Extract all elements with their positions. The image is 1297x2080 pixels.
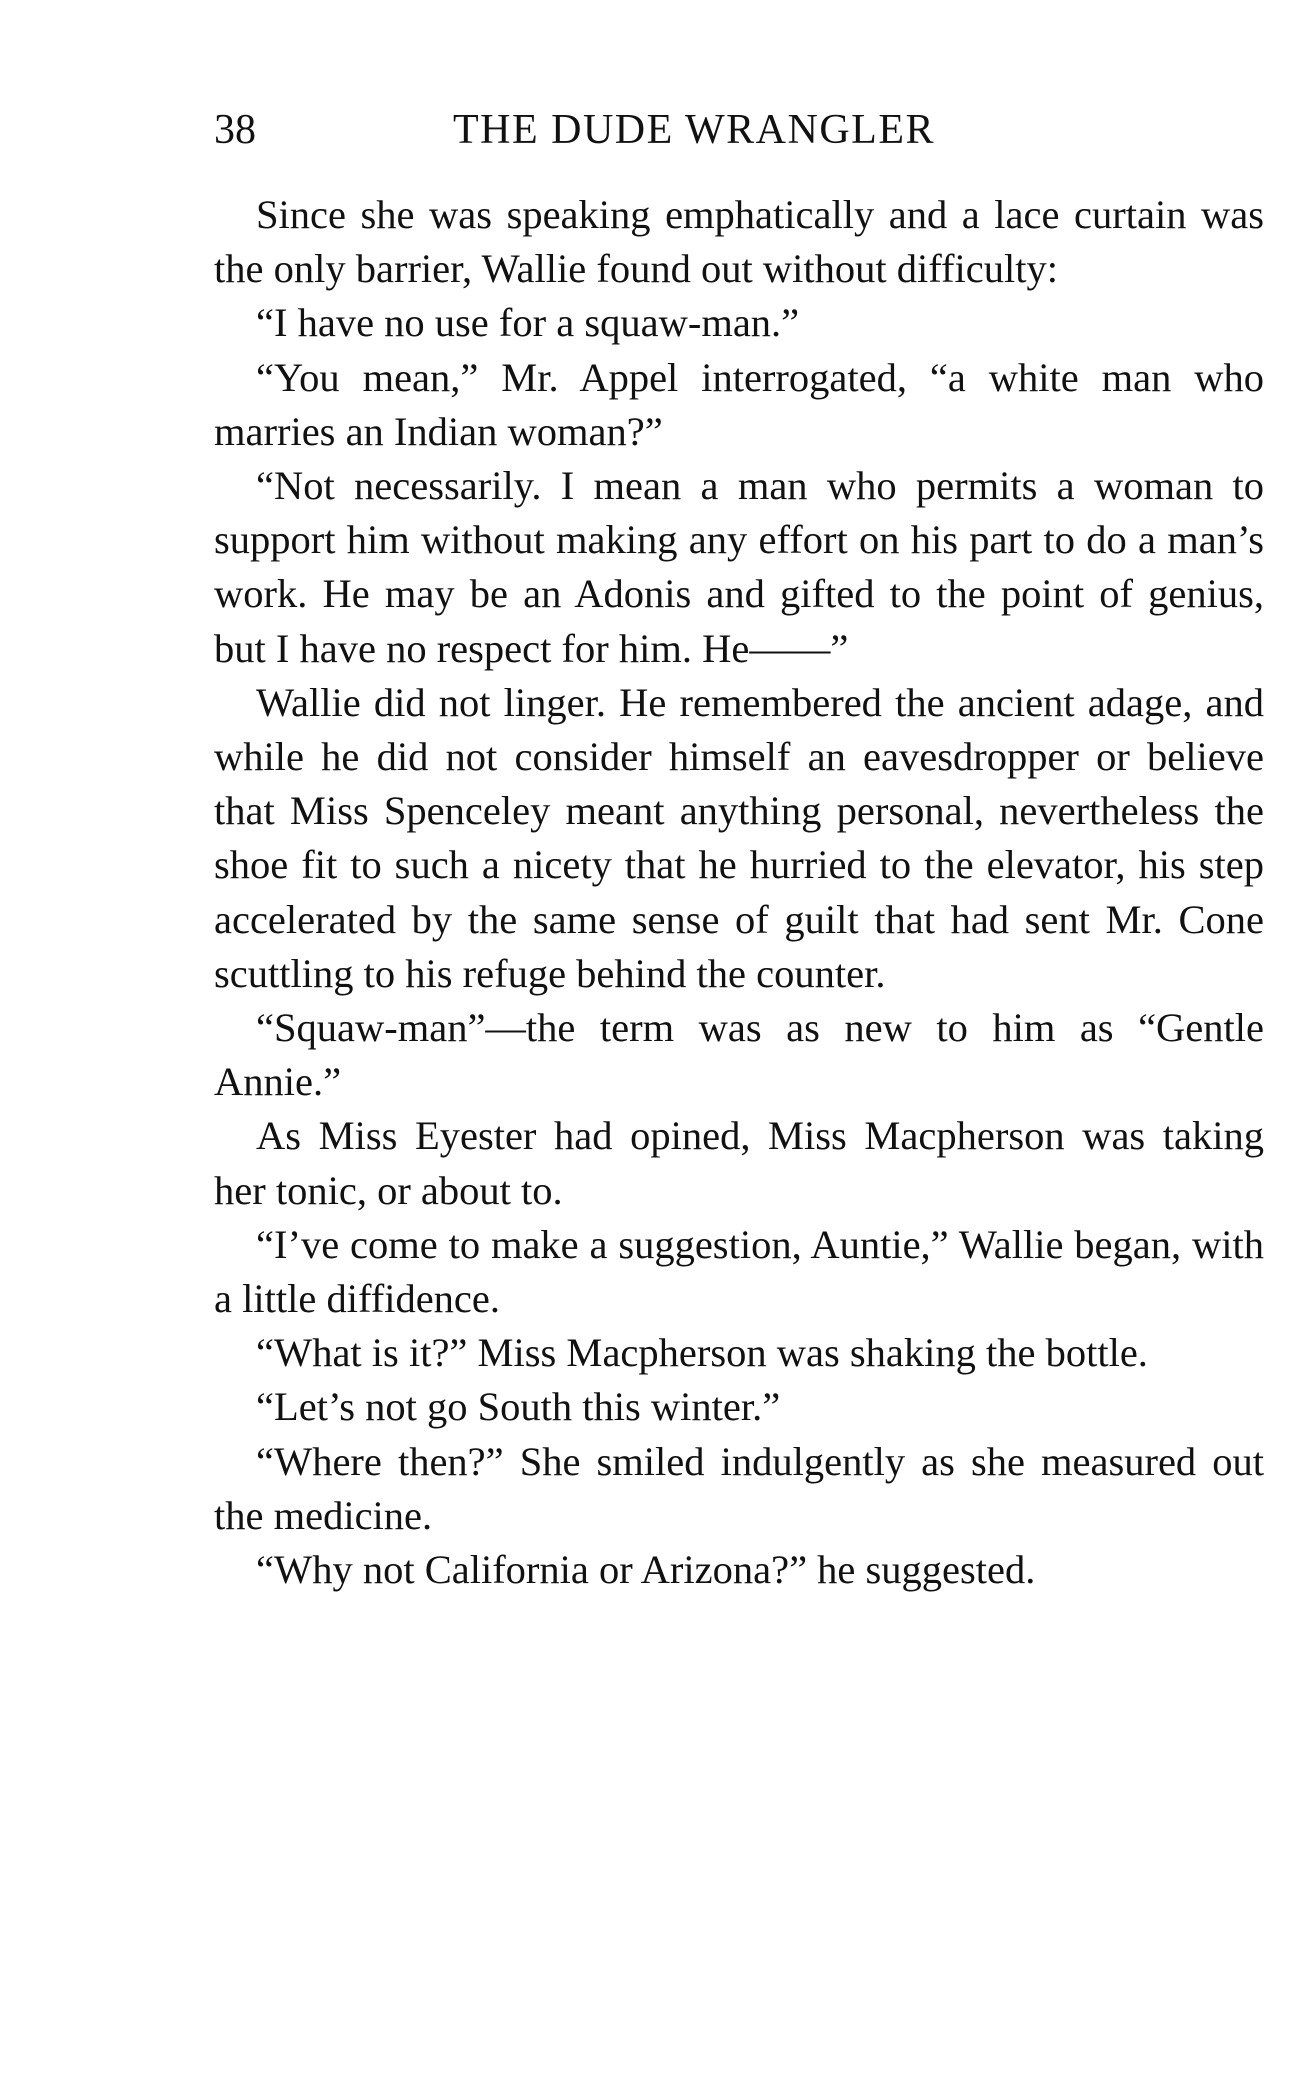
paragraph: “Squaw-man”—the term was as new to him as “Gentle Annie.” xyxy=(214,1005,1264,1105)
paragraph: “I have no use for a squaw-man.” xyxy=(256,300,800,346)
body-text xyxy=(214,188,1264,1597)
book-title: THE DUDE WRANGLER xyxy=(453,107,936,153)
paragraph: “I’ve come to make a suggestion, Auntie,” Wallie began, with a little diffidence. xyxy=(214,1221,1264,1322)
paragraph: “Not necessarily. I mean a man who permits a woman to support him without making any effort on his part to do a man’s work. He may be an Adonis and gifted to the point of genius, but I have no respect for him. He——” xyxy=(214,463,1264,671)
paragraph: “Let’s not go South this winter.” xyxy=(256,1384,781,1430)
paragraph: “Why not California or Arizona?” he suggested. xyxy=(256,1547,1036,1593)
paragraph: “You mean,” Mr. Appel interrogated, “a white man who marries an Indian woman?” xyxy=(214,354,1264,454)
paragraph: “Where then?” She smiled indulgently as she measured out the medicine. xyxy=(214,1438,1264,1538)
running-head xyxy=(214,100,1264,160)
paragraph: Wallie did not linger. He remembered the ancient adage, and while he did not consider himself an eavesdropper or believe that Miss Spenceley meant anything personal, nevertheless the shoe fit to such a nicety that he hurried to the elevator, his step accelerated by the same sense of guilt that had sent Mr. Cone scuttling to his refuge behind the counter. xyxy=(214,679,1264,996)
paragraph: As Miss Eyester had opined, Miss Macpherson was taking her tonic, or about to. xyxy=(214,1113,1264,1213)
paragraph: “What is it?” Miss Macpherson was shaking the bottle. xyxy=(256,1330,1148,1376)
paragraph: Since she was speaking emphatically and a lace curtain was the only barrier, Wallie found out without difficulty: xyxy=(214,192,1264,292)
page-number: 38 xyxy=(214,107,256,153)
